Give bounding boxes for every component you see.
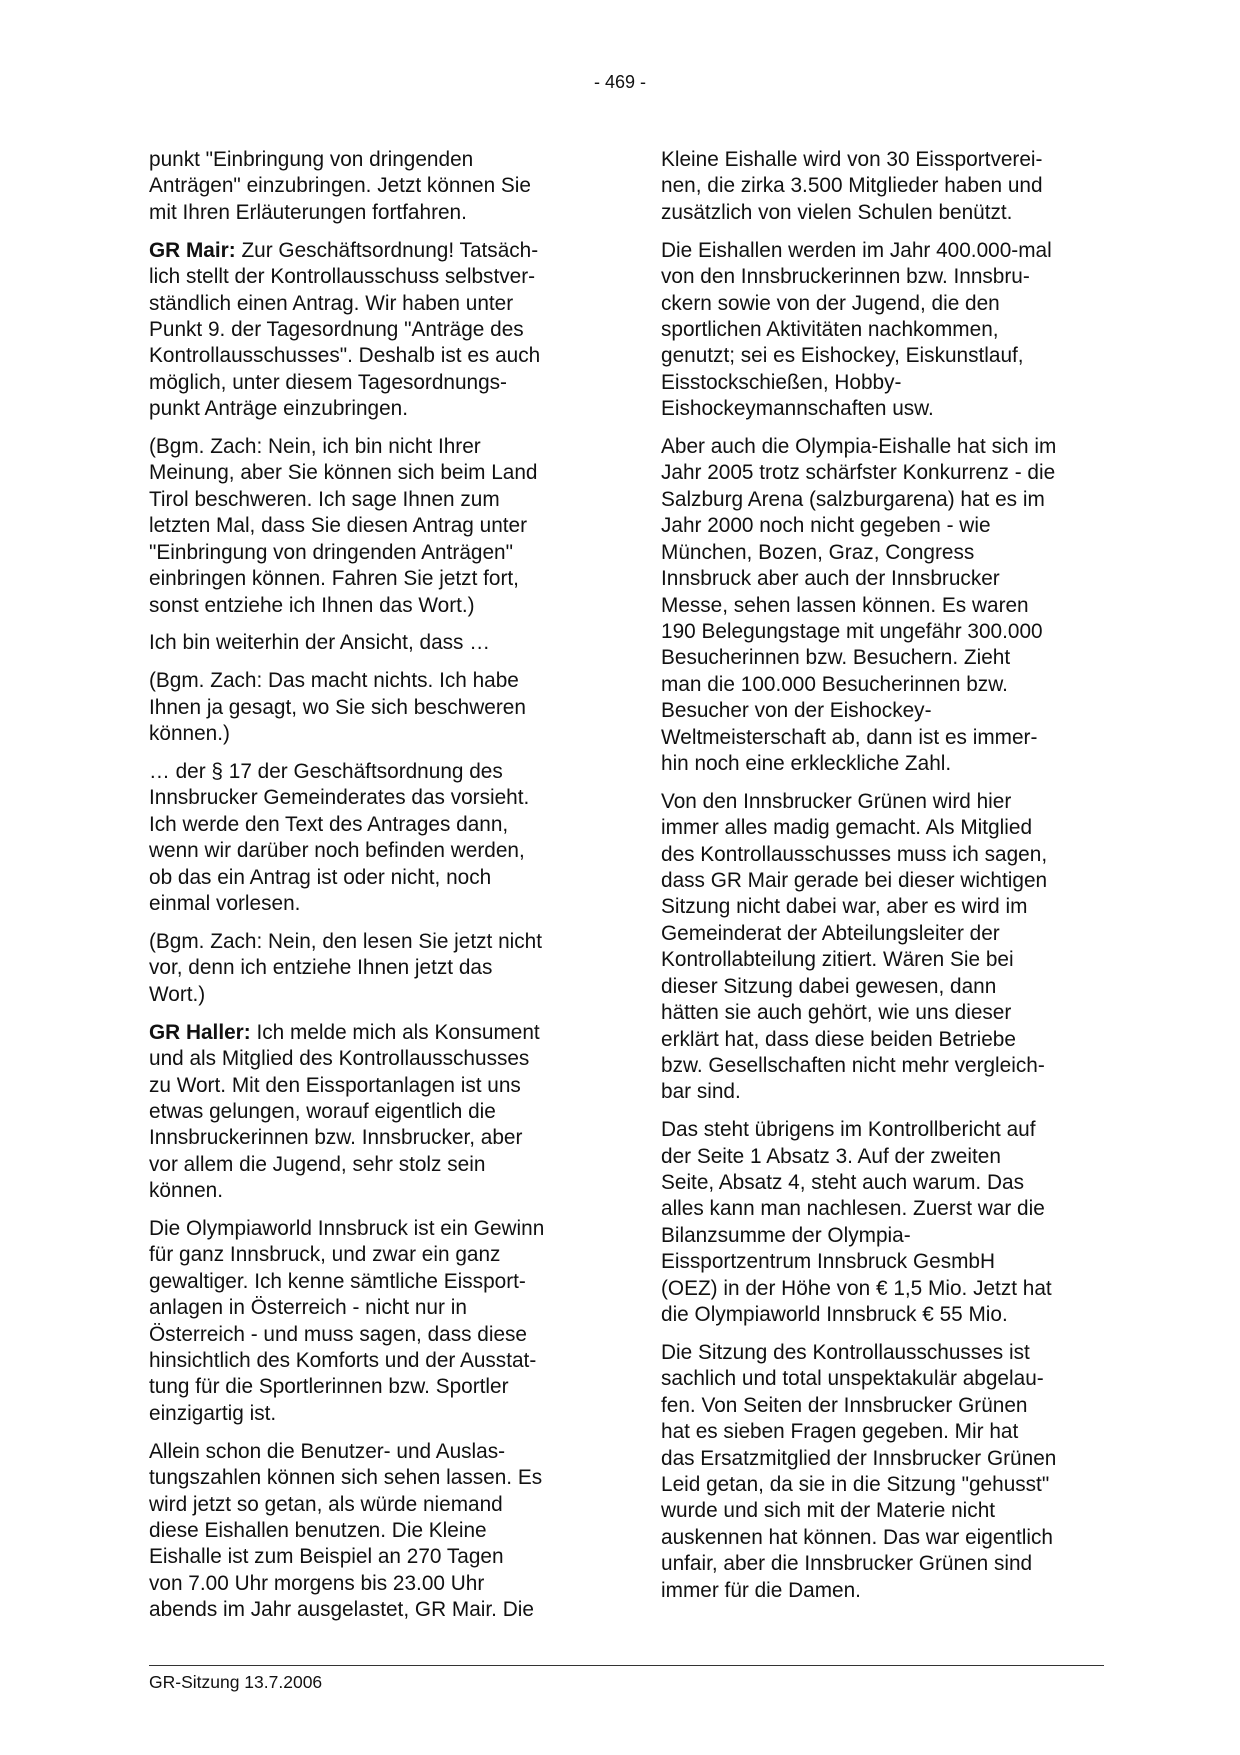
right-column [661,147,1119,1616]
paragraph: Von den Innsbrucker Grünen wird hier immer alles madig gemacht. Als Mitglied des Kontrollausschusses muss ich sagen, dass GR Mair gerade bei dieser wichtigen Sitzung nicht dabei war, aber es wird im Gemeinderat der Abteilungsleiter der Kontrollabteilung zitiert. Wären Sie bei dieser Sitzung dabei gewesen, dann hätten sie auch gehört, wie uns dieser erklärt hat, dass diese beiden Betriebe bzw. Gesellschaften nicht mehr vergleich- bar sind. [661,789,1048,1104]
speech-text: Zur Geschäftsordnung! Tatsäch- lich stellt der Kontrollausschuss selbstver- ständlich einen Antrag. Wir haben unter Punkt 9. der Tagesordnung "Anträge des Kontrollausschusses". Deshalb ist es auch möglich, unter diesem Tagesordnungs- punkt Anträge einzubringen. [149,238,541,421]
paragraph: Die Olympiaworld Innsbruck ist ein Gewinn für ganz Innsbruck, und zwar ein ganz gewaltiger. Ich kenne sämtliche Eissport- anlagen in Österreich - nicht nur in Österreich - und muss sagen, dass diese hinsichtlich des Komforts und der Ausstat- tung für die Sportlerinnen bzw. Sportler einzigartig ist. [149,1217,545,1425]
paragraph-interjection: (Bgm. Zach: Nein, den lesen Sie jetzt nicht vor, denn ich entziehe Ihnen jetzt das Wort.) [149,929,543,1006]
paragraph: Das steht übrigens im Kontrollbericht auf der Seite 1 Absatz 3. Auf der zweiten Seite, Absatz 4, steht auch warum. Das alles kann man nachlesen. Zuerst war die Bilanzsumme der Olympia- Eissportzentrum Innsbruck GesmbH (OEZ) in der Höhe von € 1,5 Mio. Jetzt hat die Olympiaworld Innsbruck € 55 Mio. [661,1118,1052,1327]
footer-session-date: GR-Sitzung 13.7.2006 [149,1672,323,1692]
paragraph-interjection: (Bgm. Zach: Nein, ich bin nicht Ihrer Meinung, aber Sie können sich beim Land Tirol beschweren. Ich sage Ihnen zum letzten Mal, dass Sie diesen Antrag unter "Einbringung von dringenden Anträgen" einbringen können. Fahren Sie jetzt fort, sonst entziehe ich Ihnen das Wort.) [149,435,538,617]
speaker-name: GR Mair: [149,238,236,262]
paragraph-speech [149,1020,607,1205]
paragraph: Aber auch die Olympia-Eishalle hat sich im Jahr 2005 trotz schärfster Konkurrenz - die Salzburg Arena (salzburgarena) hat es im Jahr 2000 noch nicht gegeben - wie München, Bozen, Graz, Congress Innsbruck aber auch der Innsbrucker Messe, sehen lassen können. Es waren 190 Belegungstage mit ungefähr 300.000 Besucherinnen bzw. Besuchern. Zieht man die 100.000 Besucherinnen bzw. Besucher von der Eishockey- Weltmeisterschaft ab, dann ist es immer- hin noch eine erkleckliche Zahl. [661,435,1057,775]
paragraph: Kleine Eishalle wird von 30 Eissportverei- nen, die zirka 3.500 Mitglieder haben und zusätzlich von vielen Schulen benützt. [661,148,1043,224]
speech-text: Ich melde mich als Konsument und als Mitglied des Kontrollausschusses zu Wort. Mit den Eissportanlagen ist uns etwas gelungen, worauf eigentlich die Innsbruckerinnen bzw. Innsbrucker, aber vor allem die Jugend, sehr stolz sein können. [149,1020,540,1203]
paragraph: Die Eishallen werden im Jahr 400.000-mal von den Innsbruckerinnen bzw. Innsbru- ckern sowie von der Jugend, die den sportlichen Aktivitäten nachkommen, genutzt; sei es Eishockey, Eiskunstlauf, Eisstockschießen, Hobby- Eishockeymannschaften usw. [661,238,1052,421]
page-number: - 469 - [593,72,647,92]
paragraph: punkt "Einbringung von dringenden Anträgen" einzubringen. Jetzt können Sie mit Ihren Erläuterungen fortfahren. [149,148,531,224]
left-column [149,147,607,1635]
paragraph-interjection: (Bgm. Zach: Das macht nichts. Ich habe Ihnen ja gesagt, wo Sie sich beschweren können.) [149,669,526,746]
paragraph-speech [149,238,607,423]
paragraph: Die Sitzung des Kontrollausschusses ist sachlich und total unspektakulär abgelau- fen. Von Seiten der Innsbrucker Grünen hat es sieben Fragen gegeben. Mir hat das Ersatzmitglied der Innsbrucker Grünen Leid getan, da sie in die Sitzung "gehusst" wurde und sich mit der Materie nicht auskennen hat können. Das war eigentlich unfair, aber die Innsbrucker Grünen sind immer für die Damen. [661,1340,1057,1602]
paragraph: … der § 17 der Geschäftsordnung des Innsbrucker Gemeinderates das vorsieht. Ich werde den Text des Antrages dann, wenn wir darüber noch befinden werden, ob das ein Antrag ist oder nicht, noch einmal vorlesen. [149,760,530,916]
paragraph: Ich bin weiterhin der Ansicht, dass … [149,631,491,655]
footer-divider [149,1665,1104,1666]
speaker-name: GR Haller: [149,1020,251,1044]
paragraph: Allein schon die Benutzer- und Auslas- tungszahlen können sich sehen lassen. Es wird jetzt so getan, als würde niemand diese Eishallen benutzen. Die Kleine Eishalle ist zum Beispiel an 270 Tagen von 7.00 Uhr morgens bis 23.00 Uhr abends im Jahr ausgelastet, GR Mair. Die [149,1439,543,1622]
